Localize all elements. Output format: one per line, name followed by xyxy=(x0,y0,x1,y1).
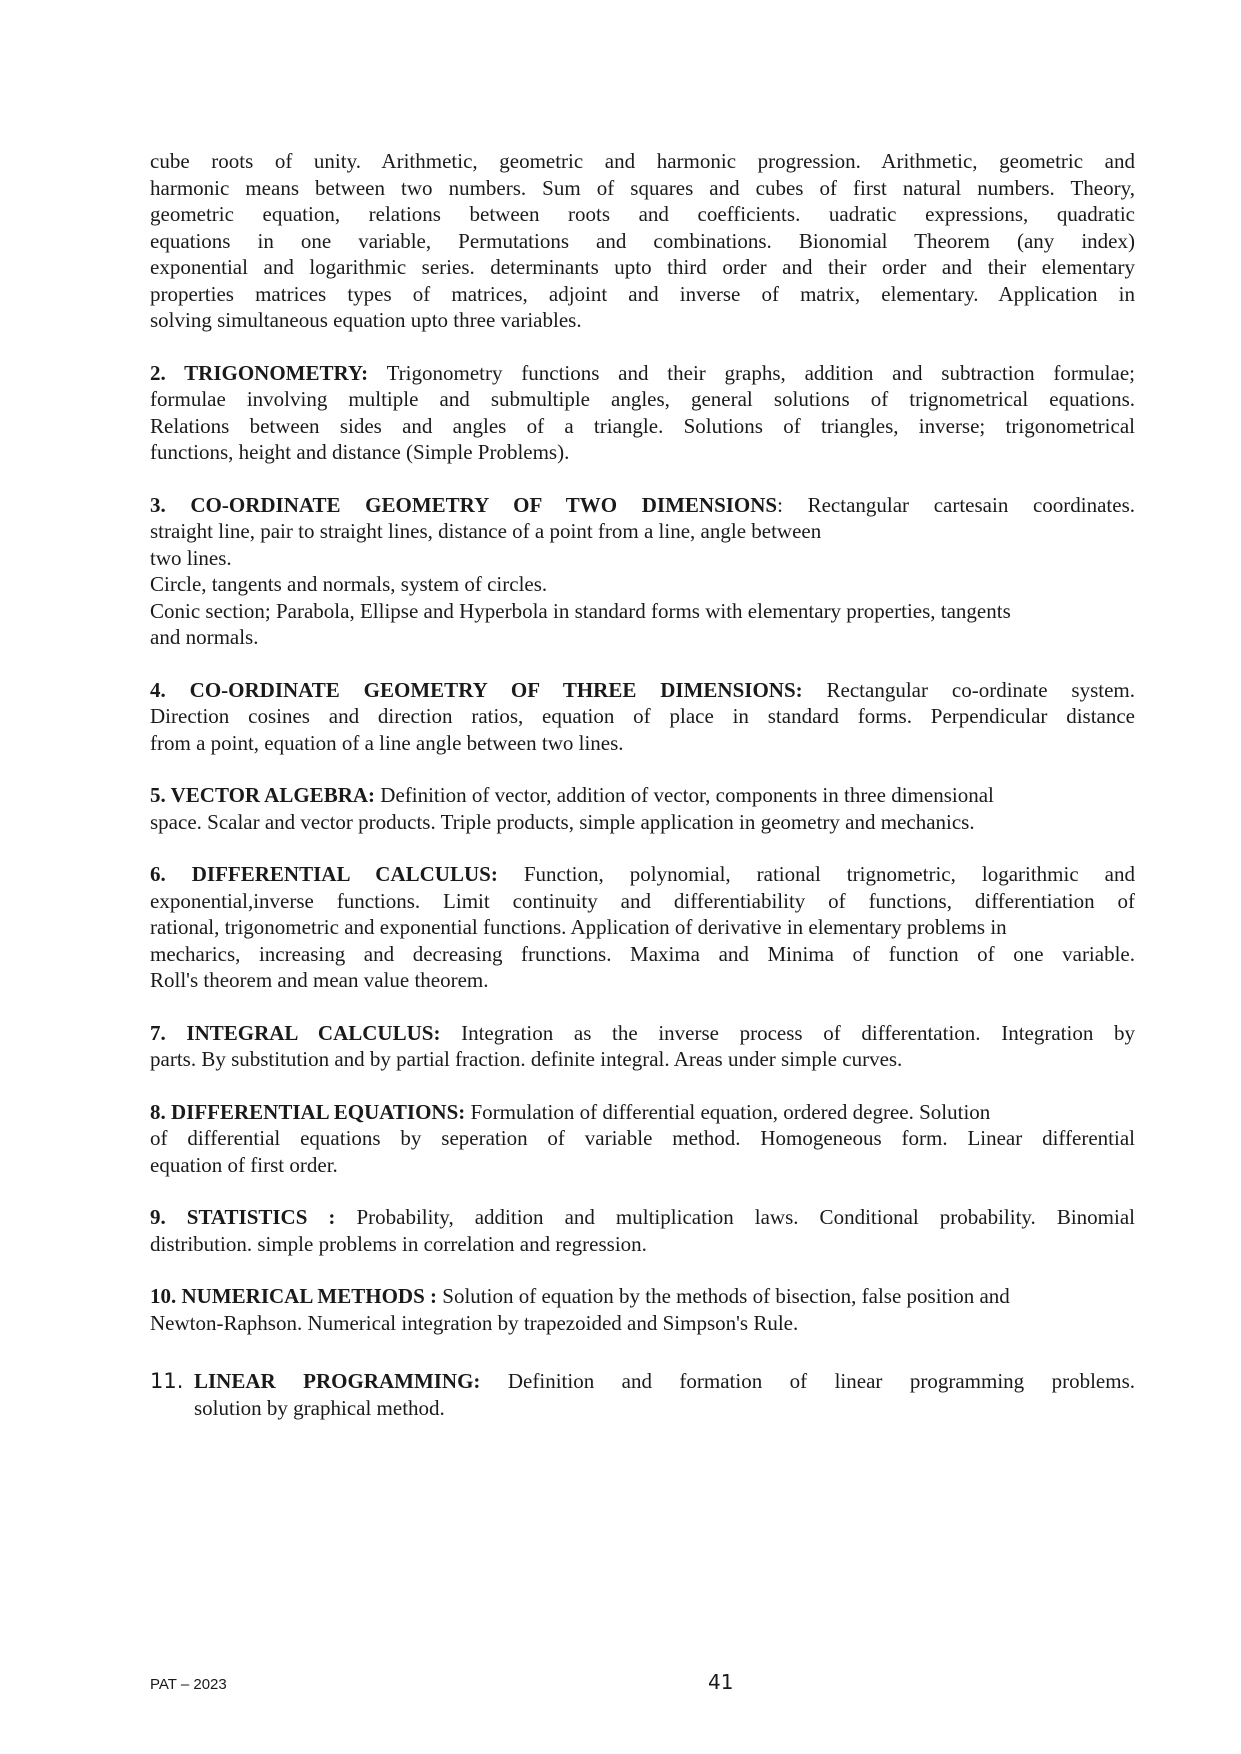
text-line: cube roots of unity. Arithmetic, geometric and harmonic progression. Arithmetic, geometric and xyxy=(150,149,1135,173)
section-text: : Rectangular cartesain coordinates. xyxy=(777,492,1136,517)
text-line: space. Scalar and vector products. Triple products, simple application in geometry and mechanics. xyxy=(150,809,975,834)
text-line: and normals. xyxy=(150,625,259,649)
text-line: harmonic means between two numbers. Sum of squares and cubes of first natural numbers. Theory, xyxy=(150,175,1135,200)
text-line: Relations between sides and angles of a triangle. Solutions of triangles, inverse; trigonometrical xyxy=(150,413,1135,438)
section-differential-calculus xyxy=(150,861,1135,994)
section-text: Formulation of differential equation, ordered degree. Solution xyxy=(465,1099,991,1124)
text-line: two lines. xyxy=(150,545,232,570)
section-heading: 6. DIFFERENTIAL CALCULUS: xyxy=(150,862,498,886)
section-heading: 7. INTEGRAL CALCULUS: xyxy=(150,1020,441,1045)
text-line xyxy=(150,782,1135,809)
text-line: Circle, tangents and normals, system of circles. xyxy=(150,572,548,596)
section-text: Rectangular co-ordinate system. xyxy=(802,677,1136,702)
section-integral-calculus xyxy=(150,1020,1135,1073)
text-line: equations in one variable, Permutations and combinations. Bionomial Theorem (any index) xyxy=(150,228,1135,253)
section-coordinate-geometry-2d xyxy=(150,492,1135,651)
text-line xyxy=(150,861,1135,888)
text-line xyxy=(150,1283,1135,1310)
section-differential-equations xyxy=(150,1099,1135,1179)
text-line: parts. By substitution and by partial fraction. definite integral. Areas under simple curves. xyxy=(150,1047,903,1071)
section-text: Function, polynomial, rational trignometric, logarithmic and xyxy=(497,862,1135,886)
text-line: Direction cosines and direction ratios, equation of place in standard forms. Perpendicular distance xyxy=(150,704,1135,728)
text-line xyxy=(150,677,1135,704)
text-line: equation of first order. xyxy=(150,1152,338,1177)
text-line xyxy=(150,1099,1135,1126)
section-statistics xyxy=(150,1204,1135,1257)
section-coordinate-geometry-3d xyxy=(150,677,1135,757)
section-text: Probability, addition and multiplication laws. Conditional probability. Binomial xyxy=(335,1205,1135,1229)
text-line: properties matrices types of matrices, adjoint and inverse of matrix, elementary. Application in xyxy=(150,281,1135,306)
text-line: solving simultaneous equation upto three variables. xyxy=(150,308,582,332)
section-heading: 10. NUMERICAL METHODS : xyxy=(150,1284,438,1308)
section-text: Definition of vector, addition of vector, components in three dimensional xyxy=(375,783,994,807)
section-trigonometry xyxy=(150,360,1135,466)
text-line: Newton-Raphson. Numerical integration by trapezoided and Simpson's Rule. xyxy=(150,1310,799,1335)
text-line: geometric equation, relations between roots and coefficients. uadratic expressions, quadratic xyxy=(150,202,1135,226)
text-line: exponential,inverse functions. Limit continuity and differentiability of functions, differentiation of xyxy=(150,888,1135,913)
section-heading: 9. STATISTICS : xyxy=(150,1205,336,1229)
text-line: solution by graphical method. xyxy=(194,1395,445,1420)
section-text: Definition and formation of linear programming problems. xyxy=(480,1369,1136,1393)
section-text: Integration as the inverse process of differentation. Integration by xyxy=(440,1020,1135,1045)
text-line xyxy=(150,1020,1135,1047)
section-heading: 2. TRIGONOMETRY: xyxy=(150,360,369,385)
text-line: rational, trigonometric and exponential functions. Application of derivative in elementary problems in xyxy=(150,915,1007,939)
section-linear-programming xyxy=(150,1368,1135,1421)
page-number: 41 xyxy=(708,1670,734,1694)
text-line: formulae involving multiple and submultiple angles, general solutions of trignometrical equations. xyxy=(150,387,1135,411)
section-heading: 5. VECTOR ALGEBRA: xyxy=(150,783,376,807)
document-body xyxy=(150,148,1135,1421)
section-heading: LINEAR PROGRAMMING: xyxy=(194,1369,481,1393)
intro-paragraph xyxy=(150,148,1135,334)
section-heading: 8. DIFFERENTIAL EQUATIONS: xyxy=(150,1099,466,1124)
list-number: 11. xyxy=(150,1369,184,1393)
text-line: distribution. simple problems in correlation and regression. xyxy=(150,1231,647,1256)
text-line xyxy=(194,1368,1135,1395)
section-heading: 4. CO-ORDINATE GEOMETRY OF THREE DIMENSIONS: xyxy=(150,677,803,702)
section-heading: 3. CO-ORDINATE GEOMETRY OF TWO DIMENSIONS xyxy=(150,492,778,517)
text-line xyxy=(150,492,1135,519)
text-line: Conic section; Parabola, Ellipse and Hyperbola in standard forms with elementary properties, tangents xyxy=(150,598,1011,623)
text-line: functions, height and distance (Simple Problems). xyxy=(150,440,570,464)
section-text: Trigonometry functions and their graphs, addition and subtraction formulae; xyxy=(368,360,1135,385)
section-vector-algebra xyxy=(150,782,1135,835)
section-numerical-methods xyxy=(150,1283,1135,1336)
text-line: Roll's theorem and mean value theorem. xyxy=(150,968,489,992)
text-line: from a point, equation of a line angle between two lines. xyxy=(150,730,624,755)
footer-exam-label: PAT – 2023 xyxy=(150,1676,227,1693)
text-line: of differential equations by seperation of variable method. Homogeneous form. Linear differential xyxy=(150,1126,1135,1150)
text-line: straight line, pair to straight lines, distance of a point from a line, angle between xyxy=(150,519,822,543)
text-line: mecharics, increasing and decreasing frunctions. Maxima and Minima of function of one variable. xyxy=(150,941,1135,966)
section-text: Solution of equation by the methods of bisection, false position and xyxy=(437,1284,1010,1308)
text-line xyxy=(150,360,1135,387)
text-line: exponential and logarithmic series. determinants upto third order and their order and their elementary xyxy=(150,255,1135,279)
text-line xyxy=(150,1204,1135,1231)
